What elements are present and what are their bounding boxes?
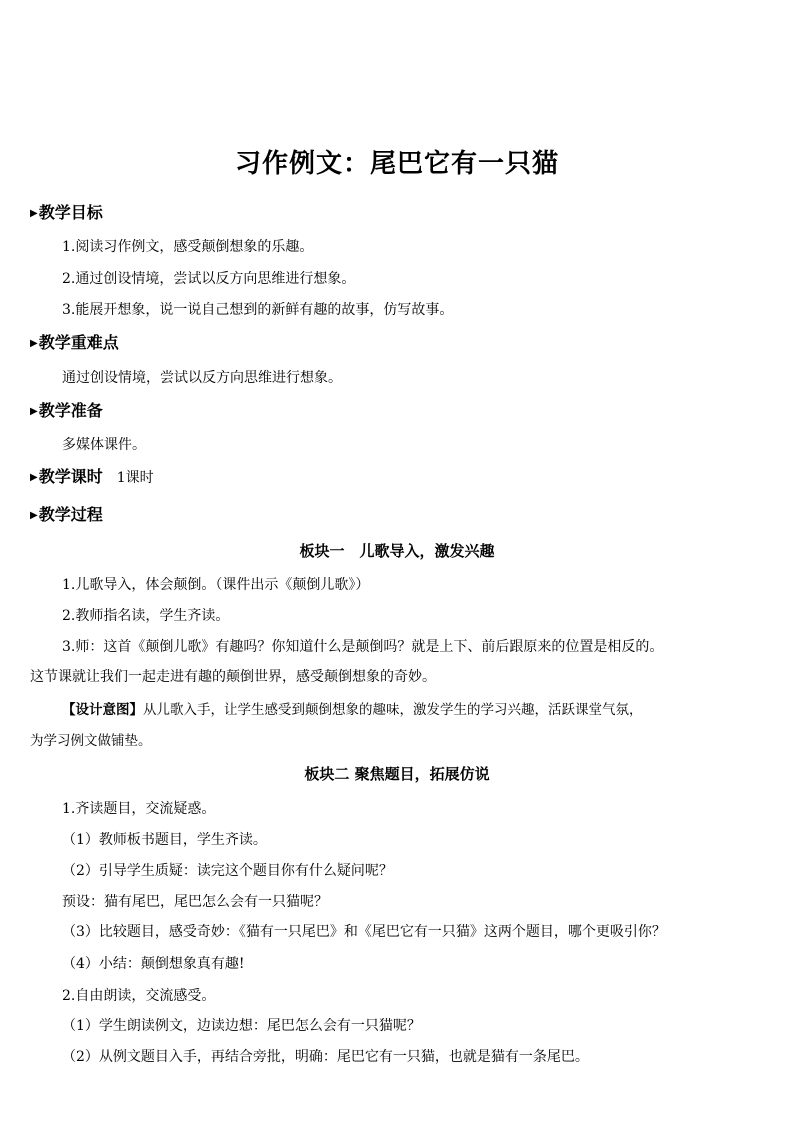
triangle-bullet-icon: ▶ — [30, 406, 38, 417]
class-hours-heading: ▶教学课时 1课时 — [30, 467, 154, 486]
goal-item: 2.通过创设情境，尝试以反方向思维进行想象。 — [62, 271, 356, 287]
triangle-bullet-icon: ▶ — [30, 472, 38, 483]
key-points-text: 通过创设情境，尝试以反方向思维进行想象。 — [62, 370, 342, 386]
preparation-text: 多媒体课件。 — [62, 437, 146, 453]
block2-line: （1）学生朗读例文，边读边想：尾巴怎么会有一只猫呢？ — [62, 1018, 421, 1034]
block2-line: （1）教师板书题目，学生齐读。 — [62, 832, 267, 848]
block2-heading: 板块二 聚焦题目，拓展仿说 — [304, 765, 490, 783]
block2-line: （3）比较题目，感受奇妙：《猫有一只尾巴》和《尾巴它有一只猫》这两个题目，哪个更吸引你？ — [62, 924, 666, 940]
design-intent-text: 从儿歌入手，让学生感受到颠倒想象的趣味，激发学生的学习兴趣，活跃课堂气氛， — [143, 702, 643, 718]
design-intent-text-cont: 为学习例文做铺垫。 — [30, 733, 152, 749]
block2-line: 1.齐读题目，交流疑惑。 — [62, 801, 216, 817]
block1-heading: 板块一 儿歌导入，激发兴趣 — [299, 542, 495, 560]
block2-line: （2）引导学生质疑：读完这个题目你有什么疑问呢？ — [62, 863, 393, 879]
block2-line: 预设：猫有尾巴，尾巴怎么会有一只猫呢？ — [62, 894, 328, 910]
process-heading: ▶教学过程 — [30, 505, 103, 524]
preparation-heading: ▶教学准备 — [30, 401, 103, 420]
block1-line: 2.教师指名读，学生齐读。 — [62, 608, 230, 624]
page-title: 习作例文：尾巴它有一只猫 — [234, 149, 559, 179]
goals-heading: ▶教学目标 — [30, 203, 103, 222]
goal-item: 1.阅读习作例文，感受颠倒想象的乐趣。 — [62, 239, 314, 255]
block1-line: 这节课就让我们一起走进有趣的颠倒世界，感受颠倒想象的奇妙。 — [30, 669, 436, 685]
block2-line: （4）小结：颠倒想象真有趣! — [62, 956, 245, 972]
block2-line: 2.自由朗读，交流感受。 — [62, 988, 216, 1004]
triangle-bullet-icon: ▶ — [30, 338, 38, 349]
block1-line: 1.儿歌导入，体会颠倒。（课件出示《颠倒儿歌》） — [62, 577, 370, 593]
block1-line: 3.师：这首《颠倒儿歌》有趣吗？你知道什么是颠倒吗？就是上下、前后跟原来的位置是相反的。 — [62, 639, 664, 655]
design-intent — [62, 700, 643, 720]
goal-item: 3.能展开想象，说一说自己想到的新鲜有趣的故事，仿写故事。 — [62, 302, 454, 318]
triangle-bullet-icon: ▶ — [30, 208, 38, 219]
block2-line: （2）从例文题目入手，再结合旁批，明确：尾巴它有一只猫，也就是猫有一条尾巴。 — [62, 1049, 589, 1065]
design-intent-label: 【设计意图】 — [62, 702, 143, 718]
key-points-heading: ▶教学重难点 — [30, 333, 119, 352]
class-hours-value: 1课时 — [116, 470, 154, 486]
triangle-bullet-icon: ▶ — [30, 510, 38, 521]
